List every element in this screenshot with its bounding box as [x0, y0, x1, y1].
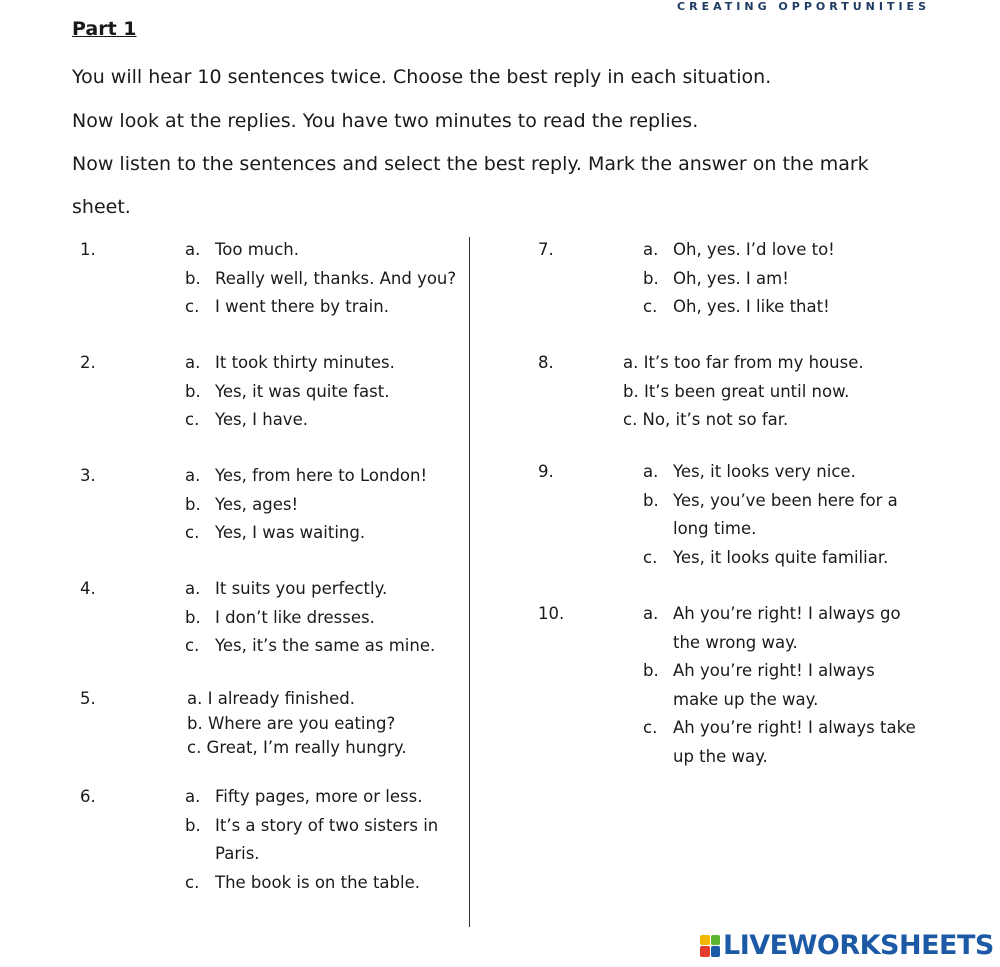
option-text: Ah you’re right! I always take: [673, 718, 916, 737]
question-number: 4.: [80, 579, 96, 598]
option-text: b. It’s been great until now.: [623, 381, 850, 401]
option-text: It suits you perfectly.: [215, 579, 388, 598]
option-text: Yes, I have.: [215, 410, 308, 429]
instruction-line-2: Now look at the replies. You have two minutes to read the replies.: [72, 110, 699, 132]
liveworksheets-logo: [700, 930, 994, 961]
question-number: 7.: [538, 240, 554, 259]
option-text: Yes, from here to London!: [215, 466, 428, 485]
option-letter: c.: [185, 410, 200, 429]
instruction-line-4: sheet.: [72, 196, 131, 218]
option-text: the wrong way.: [673, 632, 798, 652]
option-letter: c.: [185, 636, 200, 655]
option-letter: b.: [643, 268, 659, 288]
option-letter: c.: [643, 547, 658, 567]
question-number: 3.: [80, 466, 96, 485]
option-letter: c.: [185, 523, 200, 542]
instruction-line-1: You will hear 10 sentences twice. Choose the best reply in each situation.: [72, 66, 772, 88]
question-number: 2.: [80, 353, 96, 372]
option-letter: b.: [643, 661, 659, 680]
option-text: It took thirty minutes.: [215, 353, 395, 372]
option-text: Oh, yes. I am!: [673, 268, 789, 288]
option-text: Yes, it looks very nice.: [673, 462, 856, 481]
option-letter: a.: [185, 787, 201, 806]
option-letter: a.: [643, 462, 659, 481]
question-number: 5.: [80, 689, 96, 708]
option-letter: c.: [185, 872, 200, 892]
option-letter: a.: [185, 353, 201, 372]
option-text: a. It’s too far from my house.: [623, 353, 864, 372]
question-number: 8.: [538, 353, 554, 372]
question-number: 10.: [538, 604, 565, 623]
option-text: Fifty pages, more or less.: [215, 787, 423, 806]
option-letter: b.: [185, 815, 201, 835]
option-letter: b.: [643, 490, 659, 510]
option-letter: b.: [185, 268, 201, 288]
option-letter: a.: [643, 604, 659, 623]
option-text: Too much.: [215, 240, 300, 259]
option-text: long time.: [673, 519, 757, 538]
option-text: b. Where are you eating?: [187, 713, 396, 733]
option-text: c. Great, I’m really hungry.: [187, 738, 407, 757]
column-divider: [469, 237, 470, 927]
option-text: I went there by train.: [215, 297, 389, 316]
option-text: up the way.: [673, 746, 768, 766]
option-text: Really well, thanks. And you?: [215, 268, 457, 288]
option-text: Ah you’re right! I always go: [673, 604, 901, 623]
option-text: Yes, ages!: [215, 494, 299, 514]
option-text: Yes, it’s the same as mine.: [215, 636, 436, 655]
part-title: Part 1: [72, 18, 137, 40]
brand-tagline: CREATING OPPORTUNITIES: [677, 0, 930, 13]
option-letter: c.: [643, 718, 658, 737]
option-text: Oh, yes. I’d love to!: [673, 240, 835, 259]
option-text: Paris.: [215, 844, 260, 863]
option-text: Ah you’re right! I always: [673, 661, 875, 680]
option-text: a. I already finished.: [187, 689, 355, 708]
question-number: 6.: [80, 787, 96, 806]
option-text: Yes, it was quite fast.: [215, 381, 390, 401]
option-text: Yes, I was waiting.: [215, 523, 366, 542]
option-text: Yes, you’ve been here for a: [673, 490, 898, 510]
question-number: 1.: [80, 240, 96, 259]
option-letter: a.: [185, 579, 201, 598]
option-text: Yes, it looks quite familiar.: [673, 547, 889, 567]
option-letter: b.: [185, 607, 201, 627]
liveworksheets-logo-icon: [700, 935, 720, 957]
option-text: Oh, yes. I like that!: [673, 297, 830, 316]
option-text: I don’t like dresses.: [215, 607, 375, 627]
option-text: c. No, it’s not so far.: [623, 410, 789, 429]
option-text: make up the way.: [673, 689, 819, 709]
option-letter: b.: [185, 381, 201, 401]
option-letter: a.: [185, 240, 201, 259]
option-text: It’s a story of two sisters in: [215, 815, 439, 835]
option-letter: a.: [643, 240, 659, 259]
option-letter: c.: [185, 297, 200, 316]
option-text: The book is on the table.: [215, 872, 420, 892]
option-letter: a.: [185, 466, 201, 485]
option-letter: c.: [643, 297, 658, 316]
question-number: 9.: [538, 462, 554, 481]
instruction-line-3: Now listen to the sentences and select the best reply. Mark the answer on the mark: [72, 153, 869, 175]
option-letter: b.: [185, 494, 201, 514]
logo-text: LIVEWORKSHEETS: [723, 930, 994, 961]
